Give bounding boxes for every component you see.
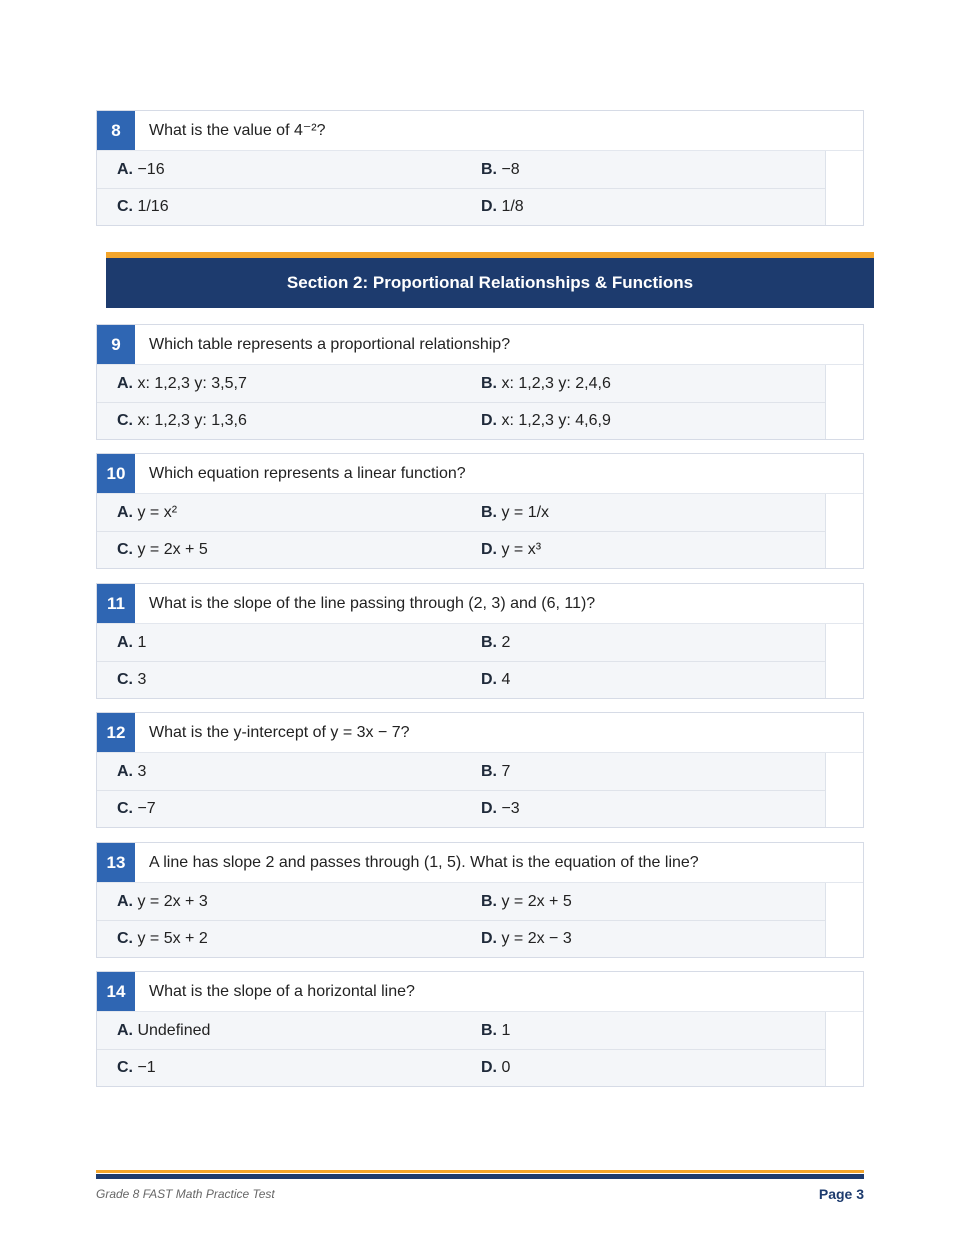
option-text: y = 2x + 5: [137, 541, 208, 558]
answer-option-c[interactable]: [117, 402, 247, 439]
option-letter: D.: [481, 198, 497, 215]
answer-options: [97, 1012, 826, 1086]
question-block: [96, 453, 864, 569]
question-header: [97, 454, 863, 494]
answer-option-d[interactable]: [481, 790, 520, 827]
option-letter: C.: [117, 671, 133, 688]
question-header: [97, 713, 863, 753]
footer-divider: [96, 1174, 864, 1179]
options-row: [97, 365, 825, 403]
option-text: −3: [501, 800, 520, 817]
question-text: What is the y-intercept of y = 3x − 7?: [149, 724, 410, 741]
question-block: [96, 324, 864, 440]
option-text: 0: [501, 1059, 511, 1076]
option-text: −16: [137, 161, 165, 178]
option-letter: B.: [481, 893, 497, 910]
answer-option-d[interactable]: [481, 920, 572, 957]
question-text: Which table represents a proportional relationship?: [149, 336, 511, 353]
answer-option-a[interactable]: [117, 1012, 210, 1049]
option-letter: A.: [117, 763, 133, 780]
options-row: [97, 1012, 825, 1050]
question-text: A line has slope 2 and passes through (1, 5). What is the equation of the line?: [149, 854, 699, 871]
option-text: y = x²: [137, 504, 178, 521]
answer-options: [97, 151, 826, 225]
option-text: 1: [501, 1022, 511, 1039]
footer-page-number: Page 3: [818, 1186, 864, 1202]
option-text: y = 1/x: [501, 504, 550, 521]
answer-option-c[interactable]: [117, 188, 169, 225]
answer-option-d[interactable]: [481, 1049, 510, 1086]
option-text: 2: [501, 634, 511, 651]
question-header: [97, 111, 863, 151]
option-text: 1: [137, 634, 147, 651]
option-text: 7: [501, 763, 511, 780]
option-letter: B.: [481, 763, 497, 780]
question-text: What is the value of 4⁻²?: [149, 122, 326, 139]
option-letter: C.: [117, 930, 133, 947]
option-letter: C.: [117, 412, 133, 429]
question-block: [96, 110, 864, 226]
answer-options: [97, 365, 826, 439]
question-number-badge: 11: [97, 584, 135, 623]
answer-option-a[interactable]: [117, 883, 208, 920]
question-header: [97, 584, 863, 624]
answer-option-b[interactable]: [481, 883, 572, 920]
question-block: [96, 842, 864, 958]
footer-document-title: Grade 8 FAST Math Practice Test: [96, 1187, 275, 1201]
question-text: What is the slope of the line passing through (2, 3) and (6, 11)?: [149, 595, 596, 612]
option-text: y = 2x + 5: [501, 893, 572, 910]
question-header: [97, 325, 863, 365]
option-letter: A.: [117, 893, 133, 910]
option-letter: D.: [481, 800, 497, 817]
option-letter: D.: [481, 671, 497, 688]
options-row: [97, 883, 825, 921]
question-number-badge: 9: [97, 325, 135, 364]
answer-option-c[interactable]: [117, 661, 146, 698]
option-text: x: 1,2,3 y: 4,6,9: [501, 412, 611, 429]
section-banner: [106, 252, 874, 308]
answer-option-d[interactable]: [481, 188, 524, 225]
options-row: [97, 402, 825, 439]
answer-option-d[interactable]: [481, 402, 611, 439]
answer-option-a[interactable]: [117, 624, 146, 661]
option-text: x: 1,2,3 y: 3,5,7: [137, 375, 247, 392]
options-row: [97, 1049, 825, 1086]
option-text: −8: [501, 161, 520, 178]
option-letter: A.: [117, 1022, 133, 1039]
answer-option-a[interactable]: [117, 365, 247, 402]
answer-option-c[interactable]: [117, 920, 208, 957]
option-text: Undefined: [137, 1022, 211, 1039]
option-text: 4: [501, 671, 511, 688]
answer-options: [97, 883, 826, 957]
option-text: 1/8: [501, 198, 524, 215]
option-letter: D.: [481, 1059, 497, 1076]
options-row: [97, 188, 825, 225]
option-letter: B.: [481, 161, 497, 178]
options-row: [97, 151, 825, 189]
option-text: 3: [137, 671, 147, 688]
question-text: What is the slope of a horizontal line?: [149, 983, 415, 1000]
option-text: x: 1,2,3 y: 2,4,6: [501, 375, 611, 392]
option-letter: B.: [481, 375, 497, 392]
footer-divider-accent: [96, 1170, 864, 1173]
options-row: [97, 531, 825, 568]
option-text: y = x³: [501, 541, 542, 558]
question-header: [97, 843, 863, 883]
answer-option-c[interactable]: [117, 531, 208, 568]
option-text: −7: [137, 800, 156, 817]
question-number-badge: 14: [97, 972, 135, 1011]
options-row: [97, 661, 825, 698]
answer-option-b[interactable]: [481, 494, 549, 531]
answer-option-a[interactable]: [117, 753, 146, 790]
option-letter: A.: [117, 375, 133, 392]
answer-options: [97, 753, 826, 827]
option-letter: B.: [481, 634, 497, 651]
option-letter: C.: [117, 800, 133, 817]
option-letter: D.: [481, 412, 497, 429]
option-letter: D.: [481, 930, 497, 947]
question-number-badge: 13: [97, 843, 135, 882]
answer-option-b[interactable]: [481, 624, 510, 661]
question-text: Which equation represents a linear function?: [149, 465, 466, 482]
answer-option-c[interactable]: [117, 790, 156, 827]
answer-option-b[interactable]: [481, 151, 520, 188]
answer-option-b[interactable]: [481, 753, 510, 790]
options-row: [97, 494, 825, 532]
option-text: y = 2x − 3: [501, 930, 572, 947]
answer-option-d[interactable]: [481, 661, 510, 698]
option-letter: A.: [117, 634, 133, 651]
answer-option-d[interactable]: [481, 531, 541, 568]
option-text: x: 1,2,3 y: 1,3,6: [137, 412, 247, 429]
answer-options: [97, 494, 826, 568]
option-letter: C.: [117, 1059, 133, 1076]
question-number-badge: 10: [97, 454, 135, 493]
question-block: [96, 583, 864, 699]
option-text: 1/16: [137, 198, 169, 215]
section-title: Section 2: Proportional Relationships & Functions: [286, 273, 694, 292]
option-letter: C.: [117, 541, 133, 558]
option-letter: A.: [117, 504, 133, 521]
option-text: y = 5x + 2: [137, 930, 208, 947]
question-block: [96, 712, 864, 828]
question-number-badge: 12: [97, 713, 135, 752]
option-letter: B.: [481, 1022, 497, 1039]
answer-option-a[interactable]: [117, 151, 165, 188]
question-block: [96, 971, 864, 1087]
options-row: [97, 753, 825, 791]
answer-option-b[interactable]: [481, 1012, 510, 1049]
option-text: 3: [137, 763, 147, 780]
option-letter: B.: [481, 504, 497, 521]
option-letter: D.: [481, 541, 497, 558]
option-text: y = 2x + 3: [137, 893, 208, 910]
option-text: −1: [137, 1059, 156, 1076]
answer-option-b[interactable]: [481, 365, 611, 402]
answer-option-c[interactable]: [117, 1049, 156, 1086]
question-header: [97, 972, 863, 1012]
options-row: [97, 790, 825, 827]
answer-options: [97, 624, 826, 698]
options-row: [97, 624, 825, 662]
options-row: [97, 920, 825, 957]
question-number-badge: 8: [97, 111, 135, 150]
option-letter: A.: [117, 161, 133, 178]
answer-option-a[interactable]: [117, 494, 177, 531]
option-letter: C.: [117, 198, 133, 215]
